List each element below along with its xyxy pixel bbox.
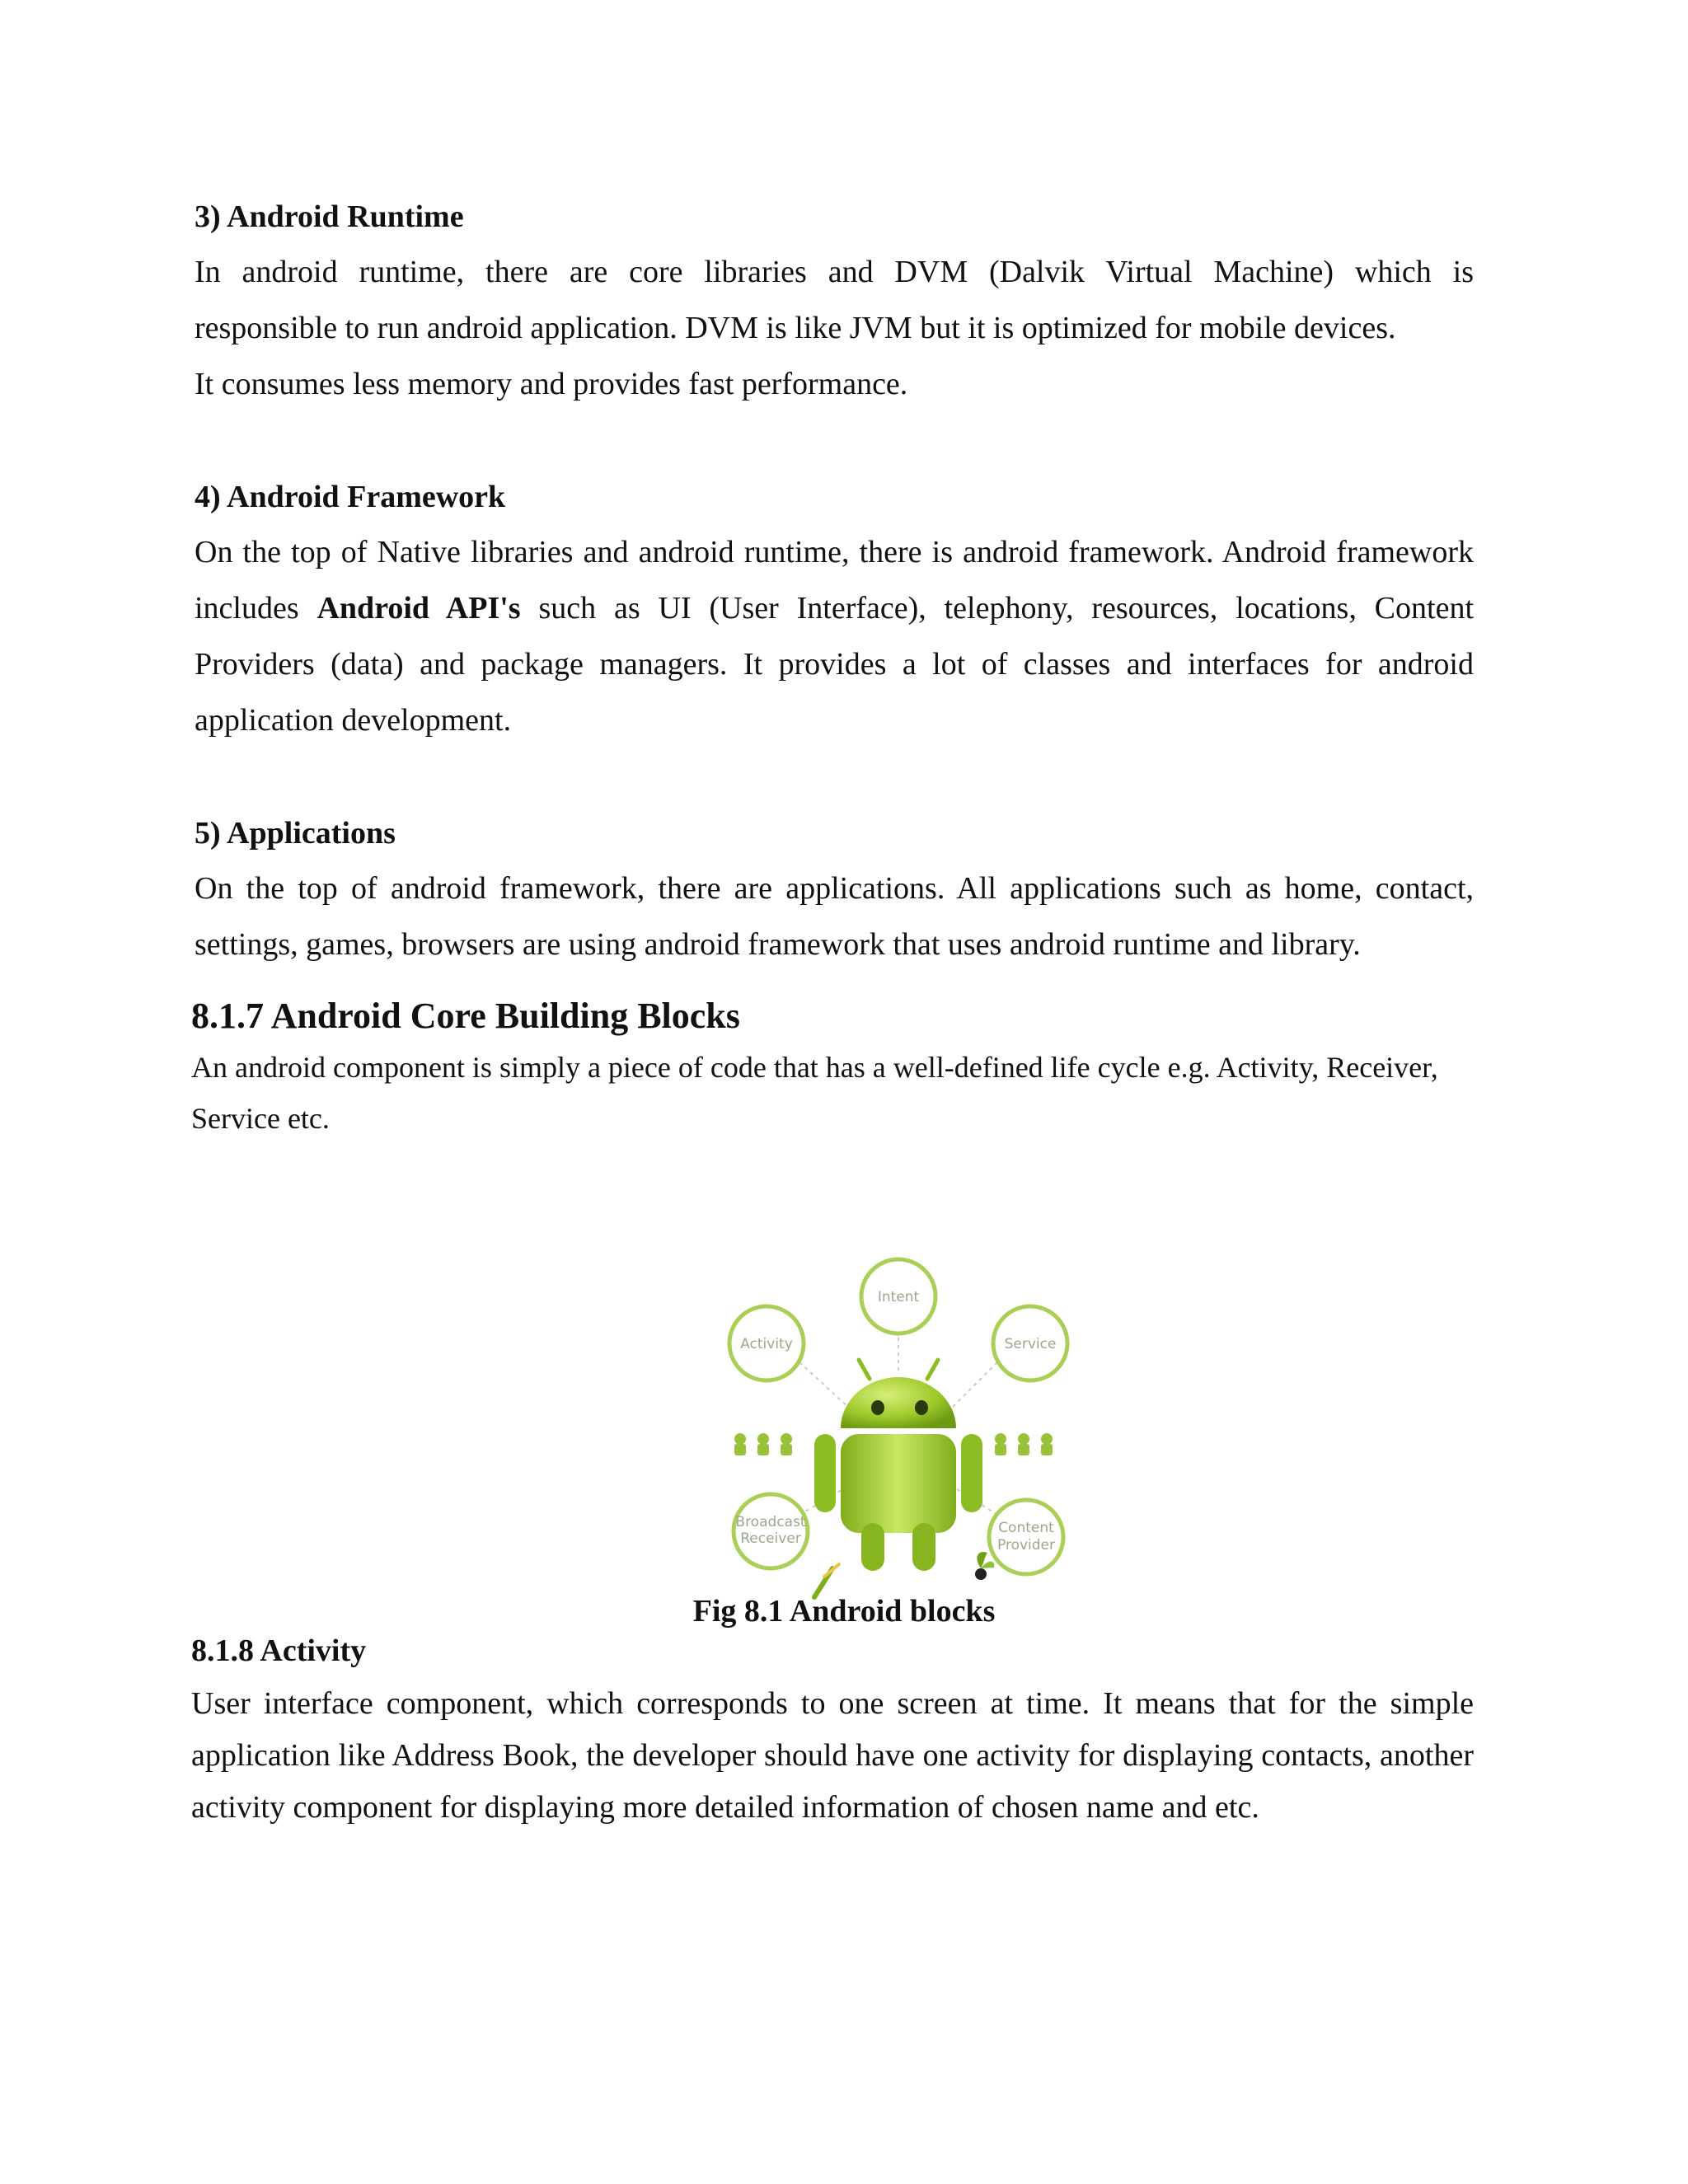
activity-paragraph — [191, 1678, 1474, 1834]
decorative-plant-icon — [975, 1552, 994, 1580]
activity-label: Activity — [740, 1336, 793, 1352]
broadcast-label-line2: Receiver — [740, 1530, 801, 1547]
text-run: includes — [195, 591, 299, 626]
framework-paragraph — [195, 524, 1474, 748]
paragraph-line: In android runtime, there are core libraries and DVM (Dalvik Virtual Machine) which is — [195, 255, 1474, 289]
section-heading: 8.1.8 Activity — [191, 1633, 367, 1668]
section-heading: 5) Applications — [195, 816, 396, 851]
figure-caption: Fig 8.1 Android blocks — [692, 1594, 996, 1629]
paragraph-line — [195, 580, 1474, 636]
paragraph-line: On the top of Native libraries and android runtime, there is android framework. Android framework — [195, 535, 1474, 569]
building-blocks-paragraph — [191, 1042, 1470, 1144]
content-label-line1: Content — [998, 1520, 1054, 1536]
paragraph-line: activity component for displaying more detailed information of chosen name and etc. — [191, 1790, 1259, 1825]
paragraph-line: settings, games, browsers are using android framework that uses android runtime and library. — [195, 927, 1361, 962]
mini-androids-left — [734, 1433, 792, 1455]
mini-androids-right — [995, 1433, 1053, 1455]
android-robot-icon — [814, 1360, 982, 1571]
android-blocks-figure — [709, 1251, 1088, 1605]
bold-term: Android API's — [316, 591, 521, 626]
section-android-framework — [195, 476, 1474, 518]
section-heading: 3) Android Runtime — [195, 199, 464, 234]
applications-paragraph — [195, 860, 1474, 972]
service-label: Service — [1004, 1336, 1057, 1352]
paragraph-line: Providers (data) and package managers. It provides a lot of classes and interfaces for android — [195, 647, 1474, 682]
paragraph-line: On the top of android framework, there are applications. All applications such as home, contact, — [195, 871, 1474, 906]
content-label-line2: Provider — [997, 1537, 1055, 1554]
paragraph-line: It consumes less memory and provides fast performance. — [195, 367, 908, 401]
intent-label: Intent — [877, 1289, 920, 1305]
section-core-building-blocks — [191, 994, 1470, 1038]
paragraph-line: responsible to run android application. DVM is like JVM but it is optimized for mobile devices. — [195, 311, 1396, 345]
section-activity — [191, 1630, 1470, 1671]
runtime-paragraph — [195, 244, 1474, 412]
section-applications — [195, 813, 1474, 854]
paragraph-line: User interface component, which corresponds to one screen at time. It means that for the simple — [191, 1686, 1474, 1721]
section-heading: 4) Android Framework — [195, 480, 506, 514]
section-android-runtime — [195, 196, 1474, 237]
paragraph-line: application like Address Book, the developer should have one activity for displaying contacts, another — [191, 1738, 1474, 1773]
broadcast-label-line1: Broadcast — [735, 1514, 806, 1530]
paragraph-line: An android component is simply a piece of code that has a well-defined life cycle e.g. Activity, — [191, 1051, 1320, 1084]
text-run: such as UI (User Interface), telephony, resources, locations, Content — [538, 591, 1475, 626]
section-heading: 8.1.7 Android Core Building Blocks — [191, 996, 740, 1036]
paragraph-line: application development. — [195, 703, 512, 738]
paragraph-line: Receiver, Service etc. — [191, 1051, 1438, 1135]
